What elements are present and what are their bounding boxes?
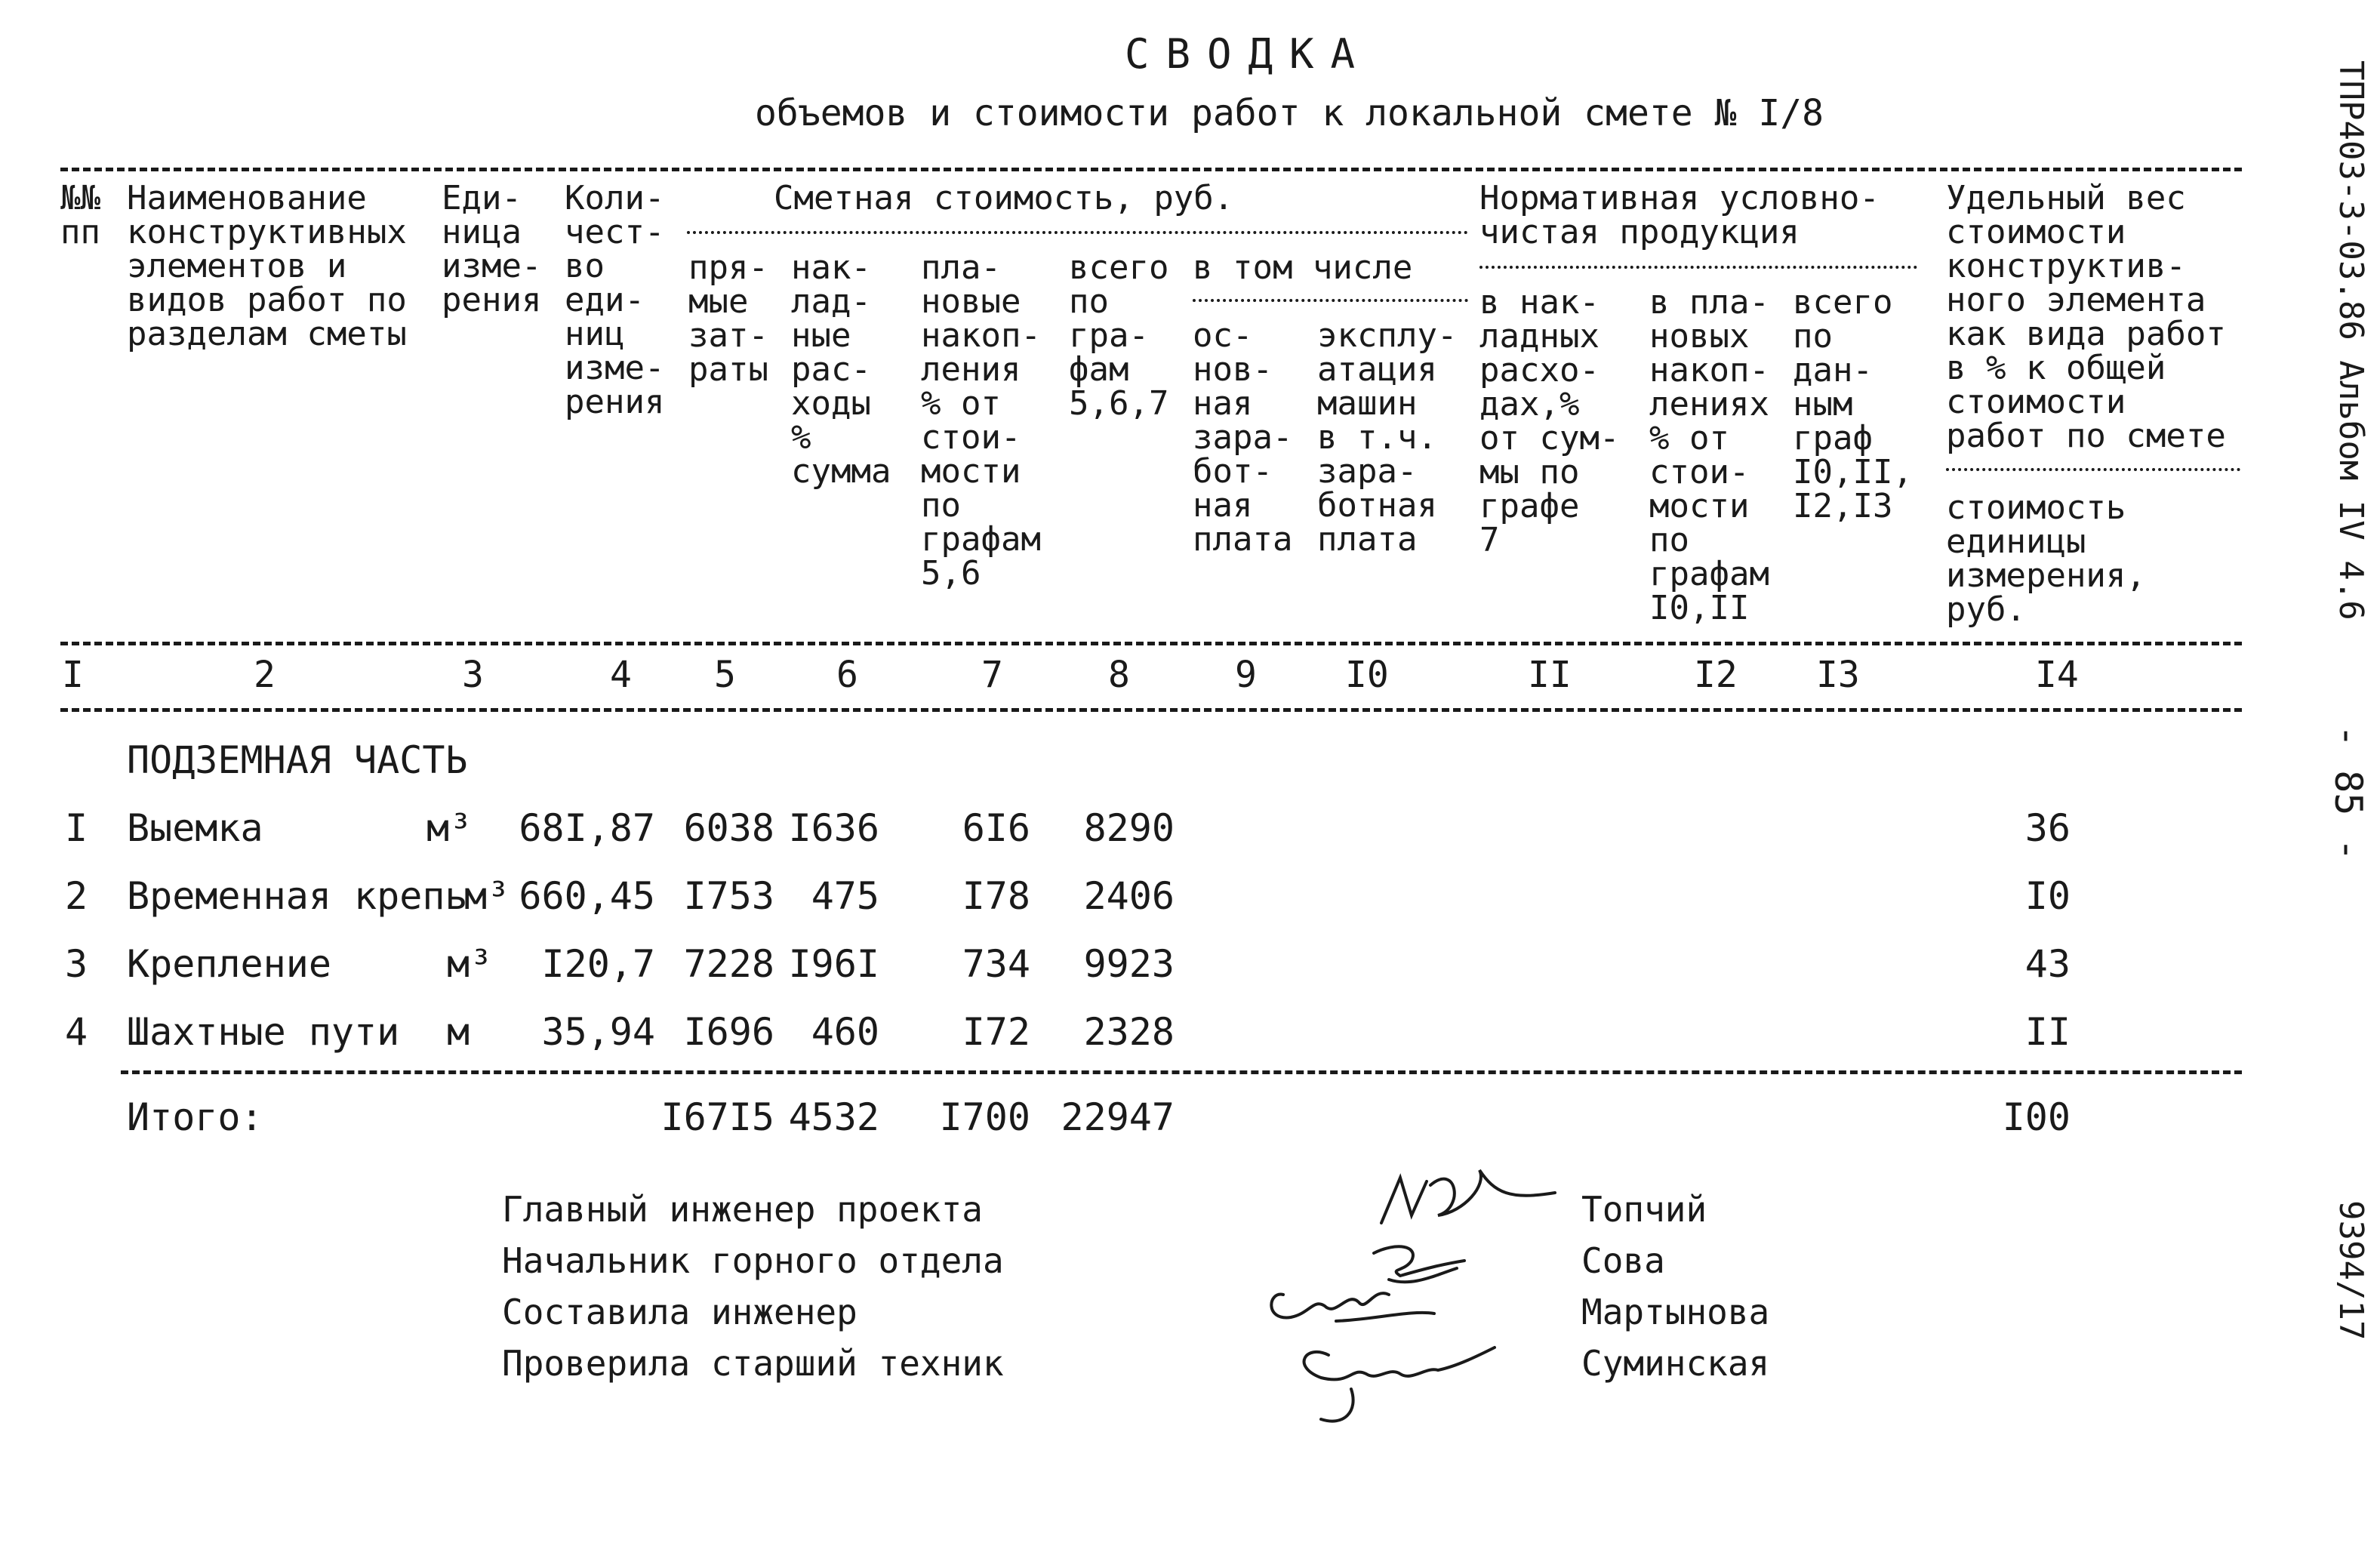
header-col-4: Коли- чест- во еди- ниц изме- рения: [565, 179, 665, 421]
row-direct-costs: I696: [683, 1010, 774, 1054]
row-planned-savings: 6I6: [962, 806, 1030, 850]
total-share: I00: [2002, 1095, 2071, 1139]
header-col-11: в нак- ладных расхо- дах,% от сум- мы по графе 7: [1479, 283, 1620, 559]
header-col-14-share: Удельный вес стоимости конструктив- ного элемента как вида работ в % к общей стоимости работ по смете: [1946, 179, 2226, 455]
column-number: I: [62, 654, 84, 696]
row-planned-savings: 734: [962, 942, 1030, 986]
row-total: 8290: [1083, 806, 1175, 850]
column-numbers-bottom-rule: [60, 708, 2242, 712]
signer-name: Сова: [1581, 1240, 1665, 1281]
row-unit: м³: [447, 942, 493, 986]
total-overhead: 4532: [788, 1095, 879, 1139]
signer-role: Проверила старший техник: [502, 1343, 1004, 1384]
header-col-9: ос- нов- ная зара- бот- ная плата: [1193, 316, 1293, 559]
column-number: II: [1528, 654, 1572, 696]
total-planned-savings: I700: [939, 1095, 1030, 1139]
row-quantity: 68I,87: [519, 806, 655, 850]
header-including-rule: [1193, 299, 1468, 302]
signer-role: Составила инженер: [502, 1292, 857, 1332]
header-cost-rule: [687, 231, 1468, 234]
row-quantity: 660,45: [519, 874, 655, 918]
row-overhead: I636: [788, 806, 879, 850]
header-col-14-unit-cost: стоимость единицы измерения, руб.: [1946, 488, 2146, 629]
header-col-8: всего по гра- фам 5,6,7: [1069, 248, 1169, 423]
header-col-6: нак- лад- ные рас- ходы % сумма: [791, 248, 891, 491]
document-title: СВОДКА: [1125, 30, 1372, 78]
signer-name: Мартынова: [1581, 1292, 1770, 1332]
column-number: I4: [2035, 654, 2079, 696]
column-number: 4: [610, 654, 632, 696]
row-share: 36: [2024, 806, 2071, 850]
row-quantity: 35,94: [541, 1010, 655, 1054]
archive-number: 9394/17: [2332, 1200, 2370, 1341]
row-quantity: I20,7: [541, 942, 655, 986]
table-top-rule: [60, 168, 2242, 171]
column-number: 5: [714, 654, 736, 696]
row-total: 2406: [1083, 874, 1175, 918]
column-numbers-top-rule: [60, 642, 2242, 645]
document-subtitle: объемов и стоимости работ к локальной смете № I/8: [755, 92, 1824, 134]
header-col-13: всего по дан- ным граф I0,II, I2,I3: [1793, 283, 1913, 525]
header-col-10: эксплу- атация машин в т.ч. зара- ботная плата: [1317, 316, 1458, 559]
header-col-14-rule: [1946, 468, 2240, 471]
row-unit: м: [447, 1010, 470, 1054]
row-name: Выемка: [127, 806, 263, 850]
column-number: I2: [1694, 654, 1738, 696]
row-direct-costs: 7228: [683, 942, 774, 986]
signer-name: Топчий: [1581, 1189, 1707, 1230]
row-unit: м³: [464, 874, 510, 918]
total-rule: [121, 1070, 2242, 1074]
signer-name: Суминская: [1581, 1343, 1770, 1384]
header-col-1: №№ пп: [60, 179, 100, 251]
row-number: 2: [65, 874, 88, 918]
row-planned-savings: I72: [962, 1010, 1030, 1054]
header-normative-rule: [1479, 266, 1917, 269]
row-overhead: I96I: [788, 942, 879, 986]
handwritten-signatures: [1238, 1140, 1570, 1427]
column-number: I3: [1816, 654, 1860, 696]
row-direct-costs: I753: [683, 874, 774, 918]
signer-role: Начальник горного отдела: [502, 1240, 1004, 1281]
column-number: 8: [1108, 654, 1130, 696]
header-group-normative: Нормативная условно- чистая продукция: [1479, 179, 1880, 251]
row-planned-savings: I78: [962, 874, 1030, 918]
section-title: ПОДЗЕМНАЯ ЧАСТЬ: [127, 738, 468, 782]
column-number: 2: [254, 654, 276, 696]
row-number: 3: [65, 942, 88, 986]
column-number: 3: [462, 654, 484, 696]
row-name: Шахтные пути: [127, 1010, 400, 1054]
total-direct-costs: I67I5: [660, 1095, 774, 1139]
row-number: 4: [65, 1010, 88, 1054]
header-col-2: Наименование конструктивных элементов и видов работ по разделам сметы: [127, 179, 407, 353]
row-unit: м³: [426, 806, 473, 850]
header-col-3: Еди- ница изме- рения: [442, 179, 542, 319]
row-name: Временная крепь: [127, 874, 468, 918]
row-share: II: [2024, 1010, 2071, 1054]
row-overhead: 460: [811, 1010, 879, 1054]
row-name: Крепление: [127, 942, 331, 986]
row-share: 43: [2024, 942, 2071, 986]
row-overhead: 475: [811, 874, 879, 918]
column-number: I0: [1345, 654, 1389, 696]
header-group-including: в том числе: [1193, 248, 1413, 287]
row-number: I: [65, 806, 88, 850]
column-number: 7: [981, 654, 1003, 696]
column-number: 6: [836, 654, 858, 696]
signer-role: Главный инженер проекта: [502, 1189, 983, 1230]
row-total: 2328: [1083, 1010, 1175, 1054]
row-total: 9923: [1083, 942, 1175, 986]
header-group-cost: Сметная стоимость, руб.: [774, 179, 1234, 217]
row-share: I0: [2024, 874, 2071, 918]
page-number: - 85 -: [2326, 725, 2370, 861]
total-sum: 22947: [1061, 1095, 1175, 1139]
column-number: 9: [1235, 654, 1257, 696]
header-col-5: пря- мые зат- раты: [688, 248, 768, 389]
header-col-7: пла- новые накоп- ления % от стои- мости по графам 5,6: [921, 248, 1041, 593]
album-code: ТПР403-3-03.86 Альбом IV 4.6: [2332, 60, 2370, 621]
total-label: Итого:: [127, 1095, 263, 1139]
row-direct-costs: 6038: [683, 806, 774, 850]
header-col-12: в пла- новых накоп- лениях % от стои- мости по графам I0,II: [1649, 283, 1769, 627]
